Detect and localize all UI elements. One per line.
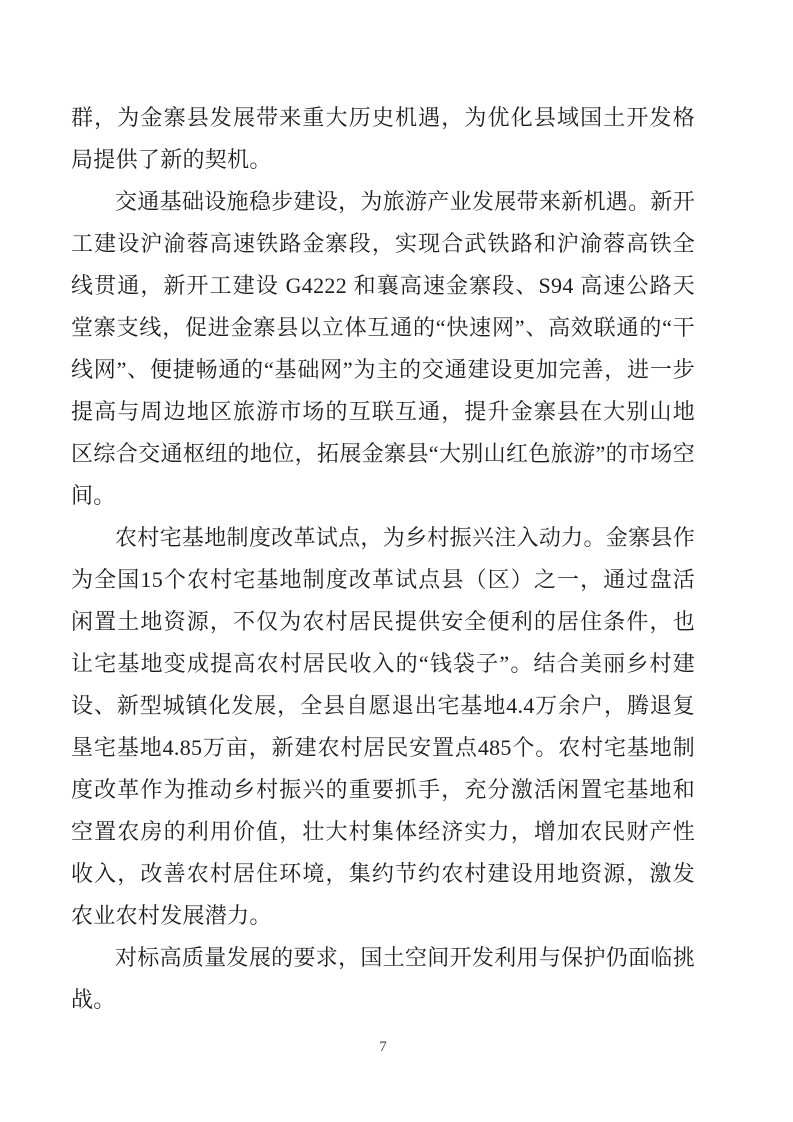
paragraph-challenges — [71, 937, 695, 1021]
paragraph-lead-sentence: 交通基础设施稳步建设，为旅游产业发展带来新机遇。 — [115, 189, 651, 214]
paragraph-text: 群，为金寨县发展带来重大历史机遇，为优化县域国土开发格局提供了新的契机。 — [71, 105, 695, 172]
paragraph-transport — [71, 181, 695, 517]
paragraph-text: 金寨县作为全国15个农村宅基地制度改革试点县（区）之一，通过盘活闲置土地资源，不仅为农村居民提供安全便利的居住条件，也让宅基地变成提高农村居民收入的“钱袋子”。结合美丽乡村建设、新型城镇化发展，全县自愿退出宅基地4.4万余户，腾退复垦宅基地4.85万亩，新建农村居民安置点485个。农村宅基地制度改革作为推动乡村振兴的重要抓手，充分激活闲置宅基地和空置农房的利用价值，壮大村集体经济实力，增加农民财产性收入，改善农村居住环境，集约节约农村建设用地资源，激发农业农村发展潜力。 — [71, 525, 696, 928]
paragraph-text: 新开工建设沪渝蓉高速铁路金寨段，实现合武铁路和沪渝蓉高铁全线贯通，新开工建设 G4222 和襄高速金寨段、S94 高速公路天堂寨支线，促进金寨县以立体互通的“快速网”、高效联通的“干线网”、便捷畅通的“基础网”为主的交通建设更加完善，进一步提高与周边地区旅游市场的互联互通，提升金寨县在大别山地区综合交通枢纽的地位，拓展金寨县“大别山红色旅游”的市场空间。 — [71, 189, 695, 508]
page-footer — [71, 1036, 695, 1058]
document-body — [71, 97, 695, 1021]
paragraph-text: 对标高质量发展的要求，国土空间开发利用与保护仍面临挑战。 — [71, 945, 695, 1012]
paragraph-continuation — [71, 97, 695, 181]
page-number: 7 — [379, 1039, 387, 1055]
paragraph-lead-sentence: 农村宅基地制度改革试点，为乡村振兴注入动力。 — [115, 525, 606, 550]
paragraph-homestead-reform — [71, 517, 695, 937]
